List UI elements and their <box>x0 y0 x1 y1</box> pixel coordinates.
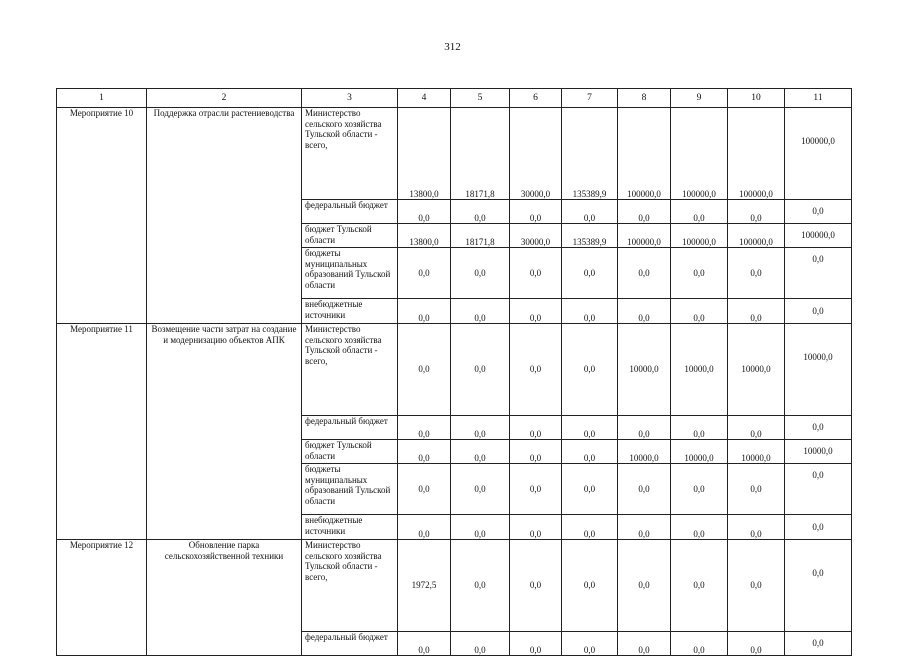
value-cell: 0,0 <box>398 299 451 324</box>
funding-source: Министерство сельского хозяйства Тульской области - всего, <box>302 108 398 200</box>
value-cell: 0,0 <box>671 248 728 299</box>
value-cell: 0,0 <box>398 324 451 416</box>
value-cell: 0,0 <box>562 540 618 632</box>
value-cell: 0,0 <box>510 440 562 464</box>
value-cell: 0,0 <box>785 540 852 632</box>
value-cell: 0,0 <box>451 416 510 440</box>
measure-name: Возмещение части затрат на создание и модернизацию объектов АПК <box>147 324 302 540</box>
value-cell: 0,0 <box>785 464 852 515</box>
value-cell: 0,0 <box>728 540 785 632</box>
value-cell: 0,0 <box>785 248 852 299</box>
value-cell: 0,0 <box>671 416 728 440</box>
value-cell: 0,0 <box>618 464 671 515</box>
value-cell: 0,0 <box>562 324 618 416</box>
value-cell: 0,0 <box>562 632 618 656</box>
col-header: 6 <box>510 89 562 108</box>
value-cell: 0,0 <box>785 416 852 440</box>
table-header-row <box>57 89 852 108</box>
table-row <box>57 540 852 632</box>
value-cell: 0,0 <box>618 248 671 299</box>
value-cell: 10000,0 <box>728 440 785 464</box>
funding-source: внебюджетные источники <box>302 299 398 324</box>
value-cell: 0,0 <box>785 299 852 324</box>
value-cell: 0,0 <box>510 299 562 324</box>
funding-source: федеральный бюджет <box>302 200 398 224</box>
value-cell: 135389,9 <box>562 108 618 200</box>
value-cell: 18171,8 <box>451 224 510 248</box>
table-row <box>57 108 852 200</box>
value-cell: 10000,0 <box>785 440 852 464</box>
value-cell: 0,0 <box>562 248 618 299</box>
col-header: 10 <box>728 89 785 108</box>
value-cell: 10000,0 <box>618 440 671 464</box>
value-cell: 0,0 <box>451 200 510 224</box>
value-cell: 0,0 <box>562 416 618 440</box>
value-cell: 0,0 <box>728 632 785 656</box>
value-cell: 0,0 <box>451 440 510 464</box>
value-cell: 100000,0 <box>728 224 785 248</box>
value-cell: 0,0 <box>451 248 510 299</box>
value-cell: 18171,8 <box>451 108 510 200</box>
value-cell: 100000,0 <box>785 224 852 248</box>
value-cell: 0,0 <box>510 464 562 515</box>
value-cell: 0,0 <box>785 632 852 656</box>
funding-source: бюджеты муниципальных образований Тульской области <box>302 464 398 515</box>
value-cell: 1972,5 <box>398 540 451 632</box>
col-header: 1 <box>57 89 147 108</box>
value-cell: 0,0 <box>671 299 728 324</box>
value-cell: 0,0 <box>451 515 510 540</box>
value-cell: 0,0 <box>398 632 451 656</box>
col-header: 4 <box>398 89 451 108</box>
value-cell: 0,0 <box>728 464 785 515</box>
value-cell: 0,0 <box>728 299 785 324</box>
value-cell: 0,0 <box>451 540 510 632</box>
measure-name: Обновление парка сельскохозяйственной техники <box>147 540 302 656</box>
value-cell: 0,0 <box>562 515 618 540</box>
value-cell: 0,0 <box>562 200 618 224</box>
measure-name: Поддержка отрасли растениеводства <box>147 108 302 324</box>
funding-source: внебюджетные источники <box>302 515 398 540</box>
page-number: 312 <box>444 41 461 53</box>
value-cell: 13800,0 <box>398 108 451 200</box>
value-cell: 0,0 <box>398 248 451 299</box>
value-cell: 0,0 <box>451 299 510 324</box>
value-cell: 30000,0 <box>510 108 562 200</box>
value-cell: 0,0 <box>728 515 785 540</box>
value-cell: 100000,0 <box>618 224 671 248</box>
value-cell: 0,0 <box>671 200 728 224</box>
col-header: 9 <box>671 89 728 108</box>
value-cell: 0,0 <box>398 416 451 440</box>
value-cell: 0,0 <box>510 632 562 656</box>
value-cell: 0,0 <box>618 416 671 440</box>
value-cell: 0,0 <box>398 464 451 515</box>
value-cell: 0,0 <box>618 515 671 540</box>
value-cell: 0,0 <box>728 416 785 440</box>
value-cell: 13800,0 <box>398 224 451 248</box>
value-cell: 0,0 <box>510 515 562 540</box>
measure-label: Мероприятие 10 <box>57 108 147 324</box>
value-cell: 0,0 <box>671 515 728 540</box>
value-cell: 0,0 <box>728 248 785 299</box>
value-cell: 0,0 <box>728 200 785 224</box>
value-cell: 0,0 <box>785 515 852 540</box>
value-cell: 10000,0 <box>785 324 852 416</box>
value-cell: 135389,9 <box>562 224 618 248</box>
funding-source: федеральный бюджет <box>302 632 398 656</box>
col-header: 3 <box>302 89 398 108</box>
value-cell: 0,0 <box>562 299 618 324</box>
value-cell: 0,0 <box>510 540 562 632</box>
value-cell: 0,0 <box>785 200 852 224</box>
value-cell: 0,0 <box>510 324 562 416</box>
col-header: 5 <box>451 89 510 108</box>
value-cell: 10000,0 <box>618 324 671 416</box>
funding-source: бюджеты муниципальных образований Тульской области <box>302 248 398 299</box>
col-header: 8 <box>618 89 671 108</box>
value-cell: 0,0 <box>398 440 451 464</box>
value-cell: 0,0 <box>562 440 618 464</box>
funding-source: Министерство сельского хозяйства Тульской области - всего, <box>302 324 398 416</box>
value-cell: 10000,0 <box>671 440 728 464</box>
funding-source: бюджет Тульской области <box>302 224 398 248</box>
value-cell: 0,0 <box>398 515 451 540</box>
value-cell: 0,0 <box>451 464 510 515</box>
value-cell: 100000,0 <box>728 108 785 200</box>
value-cell: 0,0 <box>671 632 728 656</box>
table-row <box>57 324 852 416</box>
measure-label: Мероприятие 12 <box>57 540 147 656</box>
value-cell: 0,0 <box>671 540 728 632</box>
value-cell: 0,0 <box>451 632 510 656</box>
value-cell: 0,0 <box>671 464 728 515</box>
budget-table <box>56 88 852 656</box>
measure-label: Мероприятие 11 <box>57 324 147 540</box>
value-cell: 0,0 <box>398 200 451 224</box>
value-cell: 10000,0 <box>671 324 728 416</box>
value-cell: 100000,0 <box>671 108 728 200</box>
funding-source: Министерство сельского хозяйства Тульской области - всего, <box>302 540 398 632</box>
value-cell: 0,0 <box>562 464 618 515</box>
value-cell: 0,0 <box>510 200 562 224</box>
value-cell: 0,0 <box>618 200 671 224</box>
value-cell: 0,0 <box>510 248 562 299</box>
value-cell: 100000,0 <box>618 108 671 200</box>
funding-source: бюджет Тульской области <box>302 440 398 464</box>
value-cell: 100000,0 <box>785 108 852 200</box>
col-header: 7 <box>562 89 618 108</box>
value-cell: 100000,0 <box>671 224 728 248</box>
value-cell: 0,0 <box>618 299 671 324</box>
value-cell: 30000,0 <box>510 224 562 248</box>
value-cell: 0,0 <box>510 416 562 440</box>
col-header: 2 <box>147 89 302 108</box>
value-cell: 0,0 <box>618 632 671 656</box>
value-cell: 0,0 <box>618 540 671 632</box>
col-header: 11 <box>785 89 852 108</box>
funding-source: федеральный бюджет <box>302 416 398 440</box>
value-cell: 0,0 <box>451 324 510 416</box>
value-cell: 10000,0 <box>728 324 785 416</box>
